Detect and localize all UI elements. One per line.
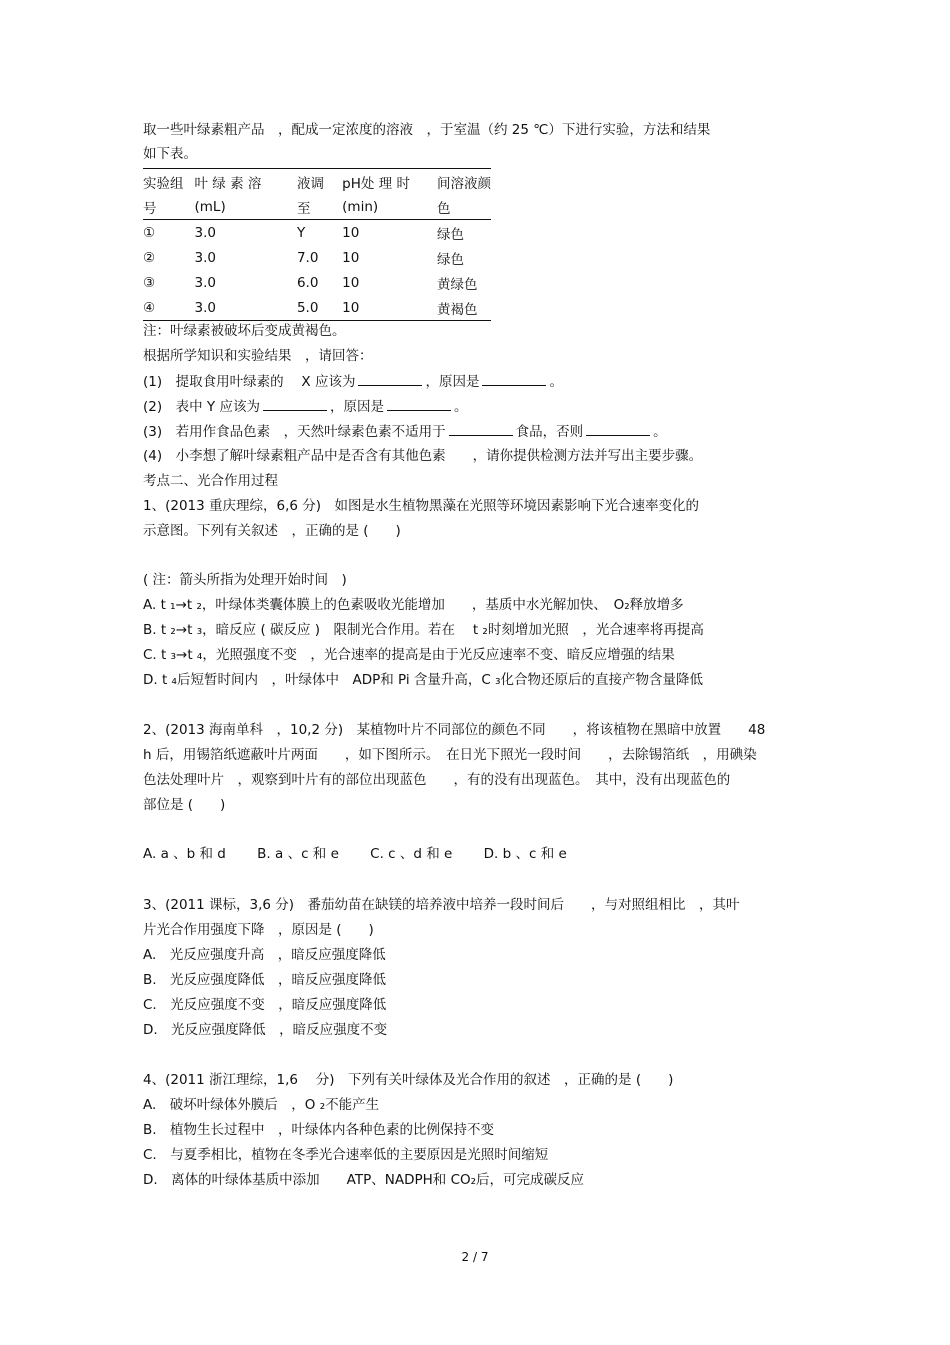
header-cell: 间溶液颜	[436, 175, 491, 192]
question-3-text: (3) 若用作食品色素 ，天然叶绿素色素不适用于	[143, 424, 446, 440]
table-row	[143, 220, 491, 246]
question-1	[143, 372, 563, 391]
table-cell: 3.0	[195, 295, 297, 321]
table-header-row	[143, 194, 491, 220]
table-row	[143, 245, 491, 270]
table-cell: 10	[342, 249, 360, 266]
table-cell: 3.0	[194, 274, 216, 291]
answer-blank[interactable]	[358, 372, 422, 386]
header-cell: (min)	[342, 194, 437, 220]
problem-2-options: A. a 、b 和 d B. a 、c 和 e C. c 、d 和 e D. b 、c 和 e	[143, 846, 567, 862]
answer-blank[interactable]	[482, 372, 546, 386]
table-cell: 黄绿色	[436, 276, 478, 293]
table-cell: 7.0	[296, 249, 319, 266]
problem-1-option-a: A. t ₁→t ₂，叶绿体类囊体膜上的色素吸收光能增加 ，基质中水光解加快、 O₂释放增多	[143, 597, 684, 613]
table-header-row	[143, 169, 491, 195]
table-cell: 绿色	[436, 251, 464, 268]
page-number: 2 / 7	[461, 1250, 489, 1264]
problem-4-option-a: A. 破坏叶绿体外膜后 ，O ₂不能产生	[143, 1097, 380, 1113]
intro-line-1: 取一些叶绿素粗产品 ，配成一定浓度的溶液 ，于室温（约 25 ℃）下进行实验，方法和结果	[143, 122, 711, 138]
header-cell: 号	[143, 194, 195, 220]
question-3	[143, 422, 667, 441]
problem-4-option-d: D. 离体的叶绿体基质中添加 ATP、NADPH和 CO₂后，可完成碳反应	[143, 1172, 585, 1188]
problem-2-line: 2、(2013 海南单科 ，10,2 分) 某植物叶片不同部位的颜色不同 ，将该植物在黑暗中放置 48	[143, 722, 766, 738]
problem-3-option-c: C. 光反应强度不变 ，暗反应强度降低	[143, 997, 387, 1013]
problem-3-option-d: D. 光反应强度降低 ，暗反应强度不变	[143, 1022, 388, 1038]
problem-3-option-b: B. 光反应强度降低 ，暗反应强度降低	[143, 972, 387, 988]
problem-1-option-b: B. t ₂→t ₃，暗反应 ( 碳反应 ) 限制光合作用。若在 t ₂时刻增加光照 ，光合速率将再提高	[143, 622, 704, 638]
question-2-text: (2) 表中 Y 应该为	[143, 399, 260, 415]
table-cell: ①	[143, 224, 156, 241]
problem-1-line: 1、(2013 重庆理综，6,6 分) 如图是水生植物黑藻在光照等环境因素影响下光合速率变化的	[143, 498, 700, 514]
table-cell: 6.0	[296, 274, 319, 291]
answer-blank[interactable]	[586, 422, 650, 436]
table-cell: 10	[342, 274, 360, 291]
table-row	[143, 270, 491, 295]
table-row	[143, 295, 491, 321]
answer-blank[interactable]	[387, 397, 451, 411]
table-cell: Y	[296, 224, 306, 241]
table-note: 注：叶绿素被破坏后变成黄褐色。	[143, 323, 346, 339]
table-cell: 10	[342, 295, 437, 321]
question-3-text: 食品，否则	[515, 424, 584, 440]
table-cell: ③	[143, 274, 156, 291]
question-2	[143, 397, 467, 416]
problem-2-line: h 后，用锡箔纸遮蔽叶片两面 ，如下图所示。 在日光下照光一段时间 ，去除锡箔纸 ，用碘染	[143, 747, 757, 763]
header-cell: 液调	[296, 175, 324, 192]
question-prompt: 根据所学知识和实验结果 ，请回答：	[143, 348, 373, 364]
answer-blank[interactable]	[449, 422, 513, 436]
problem-1-option-c: C. t ₃→t ₄，光照强度不变 ，光合速率的提高是由于光反应速率不变、暗反应增强的结果	[143, 647, 675, 663]
question-1-text: 。	[549, 374, 563, 390]
question-2-text: 。	[453, 399, 468, 415]
problem-4-line: 4、(2011 浙江理综，1,6 分) 下列有关叶绿体及光合作用的叙述 ，正确的是 ( )	[143, 1072, 674, 1088]
table-cell: ②	[143, 249, 156, 266]
intro-line-2: 如下表。	[143, 146, 197, 162]
table-cell: 黄褐色	[437, 295, 491, 321]
problem-1-option-d: D. t ₄后短暂时间内 ，叶绿体中 ADP和 Pi 含量升高，C ₃化合物还原后的直接产物含量降低	[143, 672, 704, 688]
table-cell: 3.0	[194, 224, 216, 241]
question-2-text: ，原因是	[329, 399, 384, 415]
problem-3-line: 片光合作用强度下降 ，原因是 ( )	[143, 922, 374, 938]
table-cell: 3.0	[194, 249, 216, 266]
table-cell: ④	[143, 295, 195, 321]
question-1-text: ，原因是	[425, 374, 480, 390]
problem-3-line: 3、(2011 课标，3,6 分) 番茄幼苗在缺镁的培养液中培养一段时间后 ，与对照组相比 ，其叶	[143, 897, 740, 913]
question-1-text: (1) 提取食用叶绿素的 X 应该为	[143, 374, 356, 390]
section-title: 考点二、光合作用过程	[143, 473, 278, 489]
table-cell: 5.0	[297, 295, 342, 321]
header-cell: 叶 绿 素 溶	[194, 175, 262, 192]
answer-blank[interactable]	[263, 397, 327, 411]
table-cell: 10	[342, 224, 360, 241]
header-cell: pH处 理 时	[342, 175, 410, 192]
experiment-table	[143, 168, 491, 321]
header-cell: (mL)	[195, 194, 297, 220]
problem-2-line: 部位是 ( )	[143, 797, 226, 813]
header-cell: 实验组	[143, 175, 184, 192]
table-cell: 绿色	[436, 226, 464, 243]
problem-4-option-c: C. 与夏季相比，植物在冬季光合速率低的主要原因是光照时间缩短	[143, 1147, 549, 1163]
problem-4-option-b: B. 植物生长过程中 ，叶绿体内各种色素的比例保持不变	[143, 1122, 495, 1138]
problem-1-line: 示意图。下列有关叙述 ，正确的是 ( )	[143, 523, 401, 539]
problem-3-option-a: A. 光反应强度升高 ，暗反应强度降低	[143, 947, 386, 963]
header-cell: 色	[437, 194, 491, 220]
problem-1-note: ( 注：箭头所指为处理开始时间 )	[143, 572, 347, 588]
header-cell: 至	[297, 194, 342, 220]
problem-2-line: 色法处理叶片 ，观察到叶片有的部位出现蓝色 ，有的没有出现蓝色。 其中，没有出现蓝色的	[143, 772, 731, 788]
question-3-text: 。	[653, 424, 667, 440]
question-4: (4) 小李想了解叶绿素粗产品中是否含有其他色素 ，请你提供检测方法并写出主要步骤。	[143, 448, 703, 464]
